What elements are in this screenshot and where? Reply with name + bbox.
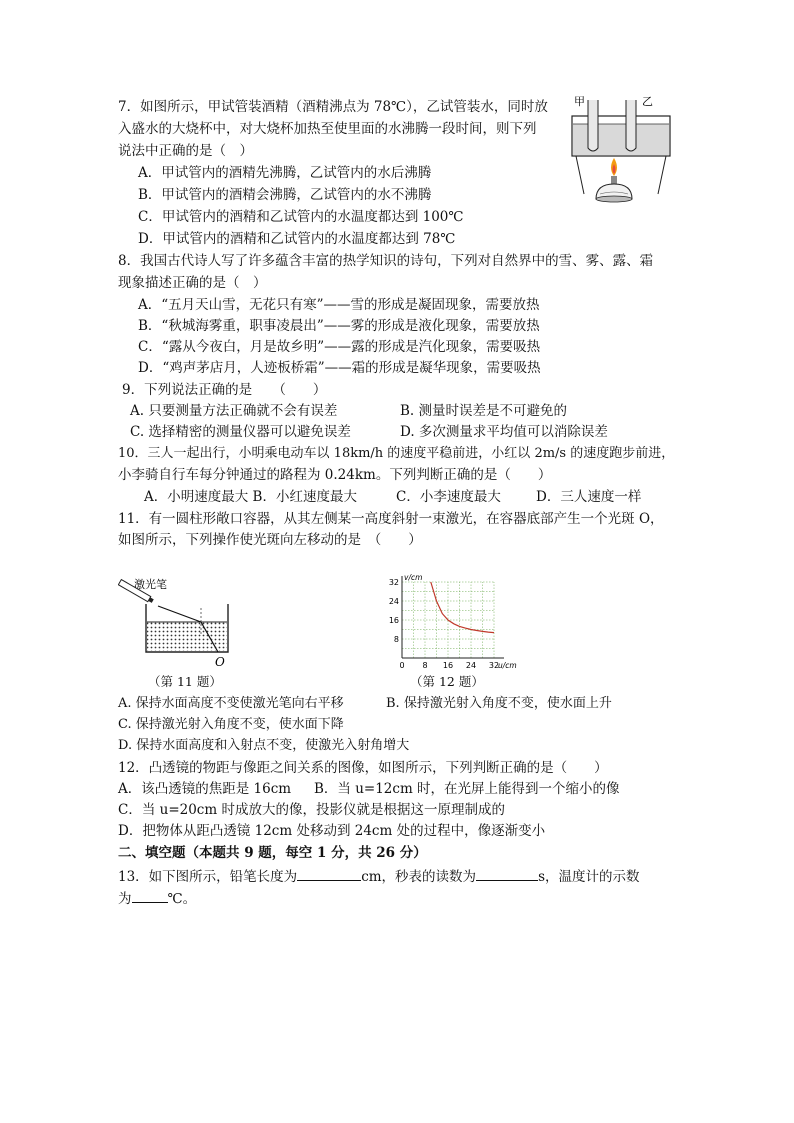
q8-option-c: C．“露从今夜白，月是故乡明”——露的形成是汽化现象，需要吸热: [138, 339, 541, 355]
q9-stem: 9．下列说法正确的是 （ ）: [122, 382, 327, 398]
q11-option-b: B. 保持激光射入角度不变，使水面上升: [386, 696, 612, 711]
q8-stem-line1: 8．我国古代诗人写了许多蕴含丰富的热学知识的诗句，下列对自然界中的雪、雾、露、霜: [118, 253, 654, 269]
x-tick-label: 0: [399, 661, 405, 670]
q13-unit1: cm，秒表的读数为: [361, 869, 477, 885]
q13-blank-stopwatch[interactable]: [476, 866, 538, 881]
section2-title: 二、填空题（本题共 9 题，每空 1 分，共 26 分）: [118, 845, 427, 861]
q12-option-d: D．把物体从距凸透镜 12cm 处移动到 24cm 处的过程中，像逐渐变小: [118, 823, 546, 839]
y-axis-label: v/cm: [404, 573, 423, 582]
x-tick-label: 32: [488, 661, 500, 670]
q8-stem-line2: 现象描述正确的是（ ）: [118, 275, 267, 291]
q10-stem-line1: 10．三人一起出行，小明乘电动车以 18km/h 的速度平稳前进，小红以 2m/s 的速度跑步前进，: [118, 446, 675, 461]
q8-option-a: A．“五月天山雪，无花只有寒”——雪的形成是凝固现象，需要放热: [138, 297, 540, 313]
x-tick-label: 24: [465, 661, 477, 670]
q7-stem-line2: 入盛水的大烧杯中，对大烧杯加热至使里面的水沸腾一段时间，则下列: [118, 121, 537, 137]
q13-line2: [118, 888, 196, 908]
q11-laser-pen-label: 激光笔: [134, 578, 167, 591]
q11-caption: （第 11 题）: [148, 674, 222, 689]
q11-laser-figure: [118, 574, 238, 670]
q9-option-d: D. 多次测量求平均值可以消除误差: [400, 424, 608, 440]
q12-option-c: C．当 u=20cm 时成放大的像，投影仪就是根据这一原理制成的: [118, 802, 505, 818]
q13-unit3: ℃。: [167, 891, 197, 907]
q11-o-label: O: [215, 655, 225, 669]
y-tick-label: 32: [388, 578, 399, 587]
q7-stem-line1: 7．如图所示，甲试管装酒精（酒精沸点为 78℃），乙试管装水，同时放: [118, 99, 548, 115]
q9-option-a: A. 只要测量方法正确就不会有误差: [130, 403, 338, 419]
x-tick-label: 16: [442, 661, 454, 670]
q13-text1: 13．如下图所示，铅笔长度为: [118, 869, 298, 885]
q12-option-a: A．该凸透镜的焦距是 16cm: [118, 781, 292, 797]
q7-beaker-figure: [566, 94, 676, 214]
q13-blank-thermometer[interactable]: [132, 888, 168, 903]
q13-text2: 为: [118, 891, 132, 907]
q10-stem-line2: 小李骑自行车每分钟通过的路程为 0.24km。下列判断正确的是（ ）: [118, 467, 552, 483]
q11-option-c: C. 保持激光射入角度不变，使水面下降: [118, 717, 344, 732]
q13-line1: [118, 866, 640, 886]
q8-option-d: D．“鸡声茅店月，人迹板桥霜”——霜的形成是凝华现象，需要吸热: [138, 360, 541, 376]
q7-option-d: D．甲试管内的酒精和乙试管内的水温度都达到 78℃: [138, 231, 456, 247]
q11-stem-line2: 如图所示，下列操作使光斑向左移动的是 （ ）: [118, 532, 422, 548]
q10-option-d: D．三人速度一样: [536, 489, 642, 505]
q7-option-a: A．甲试管内的酒精先沸腾，乙试管内的水后沸腾: [138, 165, 432, 181]
q10-option-c: C．小李速度最大: [396, 489, 501, 505]
q7-option-b: B．甲试管内的酒精会沸腾，乙试管内的水不沸腾: [138, 187, 432, 203]
q13-unit2: s，温度计的示数: [538, 869, 640, 885]
q7-label-jia: 甲: [574, 95, 585, 108]
q11-stem-line1: 11．有一圆柱形敞口容器，从其左侧某一高度斜射一束激光，在容器底部产生一个光斑 O，: [118, 511, 664, 527]
q7-option-c: C．甲试管内的酒精和乙试管内的水温度都达到 100℃: [138, 209, 464, 225]
q12-chart-svg: [376, 572, 526, 672]
q8-option-b: B．“秋城海雾重，职事凌晨出”——雾的形成是液化现象，需要放热: [138, 318, 540, 334]
q12-option-b: B．当 u=12cm 时，在光屏上能得到一个缩小的像: [314, 781, 620, 797]
q9-option-b: B. 测量时误差是不可避免的: [400, 403, 568, 419]
q12-stem: 12．凸透镜的物距与像距之间关系的图像，如图所示，下列判断正确的是（ ）: [118, 760, 608, 776]
q11-option-a: A. 保持水面高度不变使激光笔向右平移: [118, 696, 344, 711]
x-axis-label: u/cm: [498, 661, 517, 670]
y-tick-label: 16: [388, 616, 399, 625]
q10-option-ab: A．小明速度最大 B．小红速度最大: [144, 489, 357, 505]
x-tick-label: 8: [422, 661, 428, 670]
y-tick-label: 8: [393, 635, 399, 644]
q7-label-yi: 乙: [642, 95, 653, 108]
q12-caption: （第 12 题）: [410, 674, 484, 689]
q11-option-d: D. 保持水面高度和入射点不变，使激光入射角增大: [118, 738, 410, 753]
q13-blank-pencil-length[interactable]: [297, 866, 361, 881]
q9-option-c: C. 选择精密的测量仪器可以避免误差: [130, 424, 351, 440]
q12-chart: [376, 572, 526, 672]
y-tick-label: 24: [388, 597, 399, 606]
series-line-v-u: [431, 582, 494, 633]
q7-stem-line3: 说法中正确的是（ ）: [118, 143, 253, 159]
